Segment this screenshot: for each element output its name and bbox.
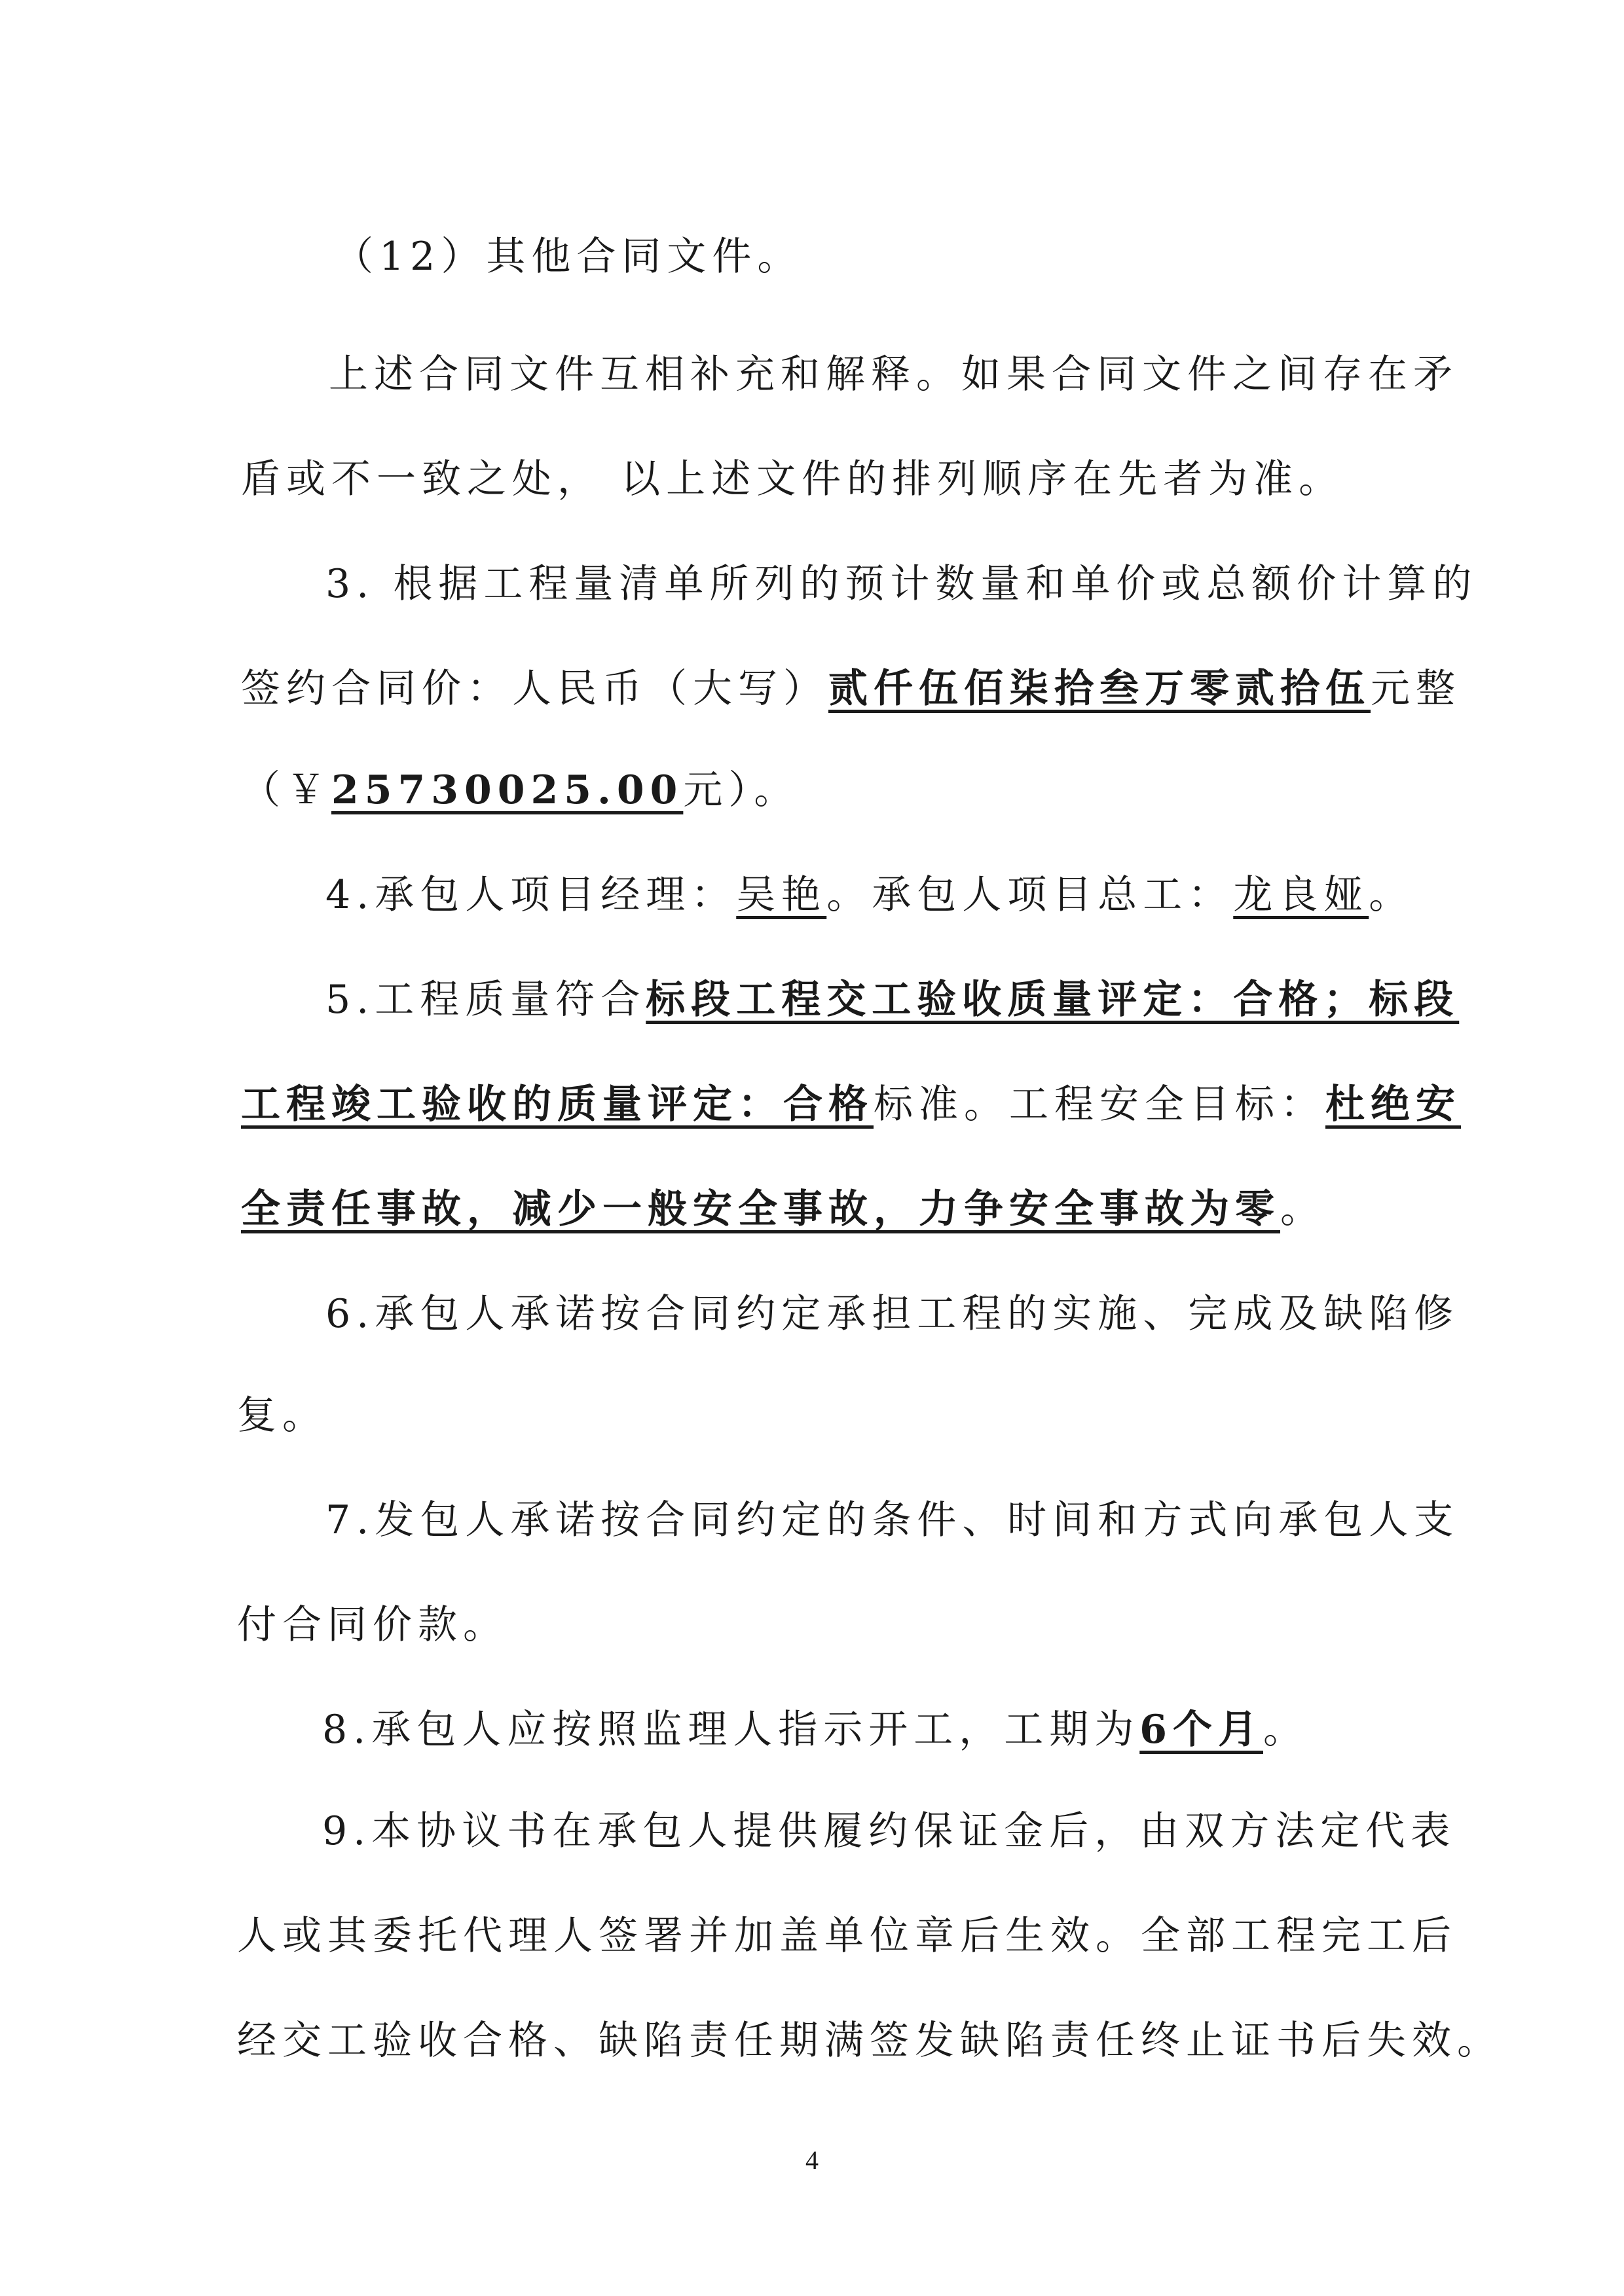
chief-engineer-name: 龙良娅 — [1233, 872, 1369, 918]
contract-price-figures: 25730025.00 — [331, 767, 684, 813]
clause-5-quality-line2: 工程竣工验收的质量评定：合格标准。工程安全目标：杜绝安 — [241, 1082, 1461, 1127]
paragraph-documents-complement: 上述合同文件互相补充和解释。如果合同文件之间存在矛 — [329, 352, 1458, 397]
clause-5-safety-line: 全责任事故，减少一般安全事故，力争安全事故为零。 — [241, 1186, 1325, 1232]
clause-9-continued-1: 人或其委托代理人签署并加盖单位章后生效。全部工程完工后 — [237, 1913, 1457, 1959]
clause-5-quality-line1: 5.工程质量符合标段工程交工验收质量评定：合格；标段 — [325, 977, 1460, 1023]
clause-6-continued: 复。 — [237, 1393, 327, 1438]
contract-price-figures-line: （￥25730025.00元）。 — [241, 767, 800, 813]
clause-4-project-personnel: 4.承包人项目经理：吴艳。承包人项目总工：龙良娅。 — [325, 872, 1414, 918]
page-number: 4 — [805, 2145, 819, 2175]
contract-price-words: 贰仟伍佰柒拾叁万零贰拾伍 — [828, 666, 1371, 712]
clause-9-continued-2: 经交工验收合格、缺陷责任期满签发缺陷责任终止证书后失效。 — [237, 2018, 1502, 2064]
clause-7-employer-commitment: 7.发包人承诺按合同约定的条件、时间和方式向承包人支 — [325, 1497, 1460, 1543]
project-manager-name: 吴艳 — [736, 872, 827, 918]
clause-3-contract-price-basis: 3. 根据工程量清单所列的预计数量和单价或总额价计算的 — [325, 561, 1478, 607]
clause-7-continued: 付合同价款。 — [237, 1602, 508, 1648]
clause-6-contractor-commitment: 6.承包人承诺按合同约定承担工程的实施、完成及缺陷修 — [325, 1291, 1460, 1337]
safety-target-part1: 杜绝安 — [1325, 1082, 1461, 1127]
construction-duration: 6个月 — [1139, 1707, 1263, 1753]
quality-standard-part1: 标段工程交工验收质量评定：合格；标段 — [646, 977, 1460, 1023]
item-12-other-documents: （12）其他合同文件。 — [334, 234, 803, 280]
contract-price-words-line: 签约合同价：人民币（大写）贰仟伍佰柒拾叁万零贰拾伍元整 — [241, 666, 1461, 712]
clause-9-effectiveness: 9.本协议书在承包人提供履约保证金后，由双方法定代表 — [322, 1808, 1456, 1854]
paragraph-documents-priority: 盾或不一致之处， 以上述文件的排列顺序在先者为准。 — [241, 456, 1344, 502]
quality-standard-part2: 工程竣工验收的质量评定：合格 — [241, 1082, 874, 1127]
clause-8-duration: 8.承包人应按照监理人指示开工，工期为6个月。 — [322, 1707, 1308, 1753]
safety-target-part2: 全责任事故，减少一般安全事故，力争安全事故为零 — [241, 1186, 1280, 1232]
